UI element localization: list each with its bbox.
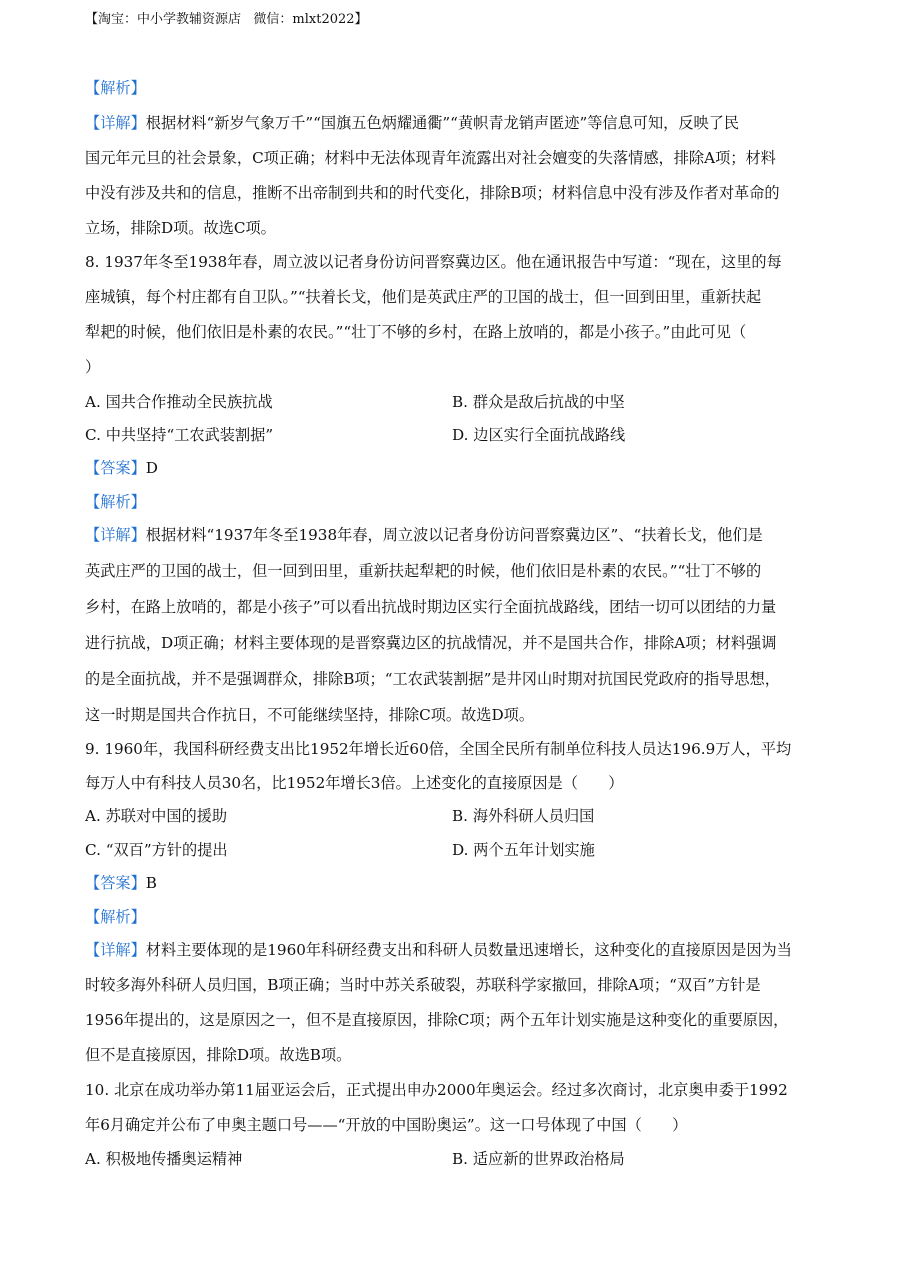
q8-option-c: C. 中共坚持“工农武装割据” bbox=[85, 426, 274, 444]
q8-detail-line: 这一时期是国共合作抗日，不可能继续坚持，排除C项。故选D项。 bbox=[85, 706, 535, 724]
q8-detail-tag: 【详解】 bbox=[85, 526, 146, 544]
q9-detail-tag: 【详解】 bbox=[85, 941, 146, 959]
q9-answer bbox=[85, 871, 830, 895]
q7-detail-line: 【详解】根据材料“新岁气象万千”“国旗五色炳耀通衢”“黄帜青龙销声匿迹”等信息可知，反映了民 bbox=[85, 114, 740, 132]
q7-detail-tag: 【详解】 bbox=[85, 114, 146, 132]
q10-stem-line: 年6月确定并公布了申奥主题口号——“开放的中国盼奥运”。这一口号体现了中国（ ） bbox=[85, 1116, 688, 1134]
page-header: 【淘宝：中小学教辅资源店 微信：mlxt2022】 bbox=[85, 12, 368, 27]
q8-analysis-tag: 【解析】 bbox=[85, 493, 146, 511]
q8-stem-line: 座城镇，每个村庄都有自卫队。”“扶着长戈，他们是英武庄严的卫国的战士，但一回到田里，重新扶起 bbox=[85, 288, 762, 306]
q8-stem-line: 8. 1937年冬至1938年春，周立波以记者身份访问晋察冀边区。他在通讯报告中写道：“现在，这里的每 bbox=[85, 253, 782, 271]
q10-option-b: B. 适应新的世界政治格局 bbox=[452, 1150, 625, 1168]
q8-detail-line: 【详解】根据材料“1937年冬至1938年春，周立波以记者身份访问晋察冀边区”、“扶着长戈，他们是 bbox=[85, 526, 763, 544]
q9-option-d: D. 两个五年计划实施 bbox=[452, 841, 595, 859]
q8-answer-tag: 【答案】 bbox=[85, 459, 146, 477]
q8-answer bbox=[85, 456, 830, 480]
q9-detail-line: 但不是直接原因，排除D项。故选B项。 bbox=[85, 1046, 352, 1064]
q7-analysis-tag: 【解析】 bbox=[85, 79, 146, 97]
q9-detail-line: 【详解】材料主要体现的是1960年科研经费支出和科研人员数量迅速增长，这种变化的直接原因是因为当 bbox=[85, 941, 792, 959]
q8-detail-line: 的是全面抗战，并不是强调群众，排除B项；“工农武装割据”是井冈山时期对抗国民党政府的指导思想， bbox=[85, 670, 780, 688]
q7-detail-line: 立场，排除D项。故选C项。 bbox=[85, 219, 276, 237]
q9-option-b: B. 海外科研人员归国 bbox=[452, 807, 595, 825]
q9-stem-line: 每万人中有科技人员30名，比1952年增长3倍。上述变化的直接原因是（ ） bbox=[85, 774, 624, 792]
q8-option-d: D. 边区实行全面抗战路线 bbox=[452, 426, 626, 444]
q9-stem-line: 9. 1960年，我国科研经费支出比1952年增长近60倍，全国全民所有制单位科技人员达196.9万人，平均 bbox=[85, 740, 792, 758]
q9-answer-tag: 【答案】 bbox=[85, 874, 146, 892]
q8-detail-line: 乡村，在路上放哨的，都是小孩子”可以看出抗战时期边区实行全面抗战路线，团结一切可以团结的力量 bbox=[85, 598, 777, 616]
q9-option-c: C. “双百”方针的提出 bbox=[85, 841, 228, 859]
q10-option-a: A. 积极地传播奥运精神 bbox=[85, 1150, 243, 1168]
q9-answer-value: B bbox=[145, 874, 157, 892]
q9-analysis-tag: 【解析】 bbox=[85, 908, 146, 926]
q8-detail-line: 进行抗战，D项正确；材料主要体现的是晋察冀边区的抗战情况，并不是国共合作，排除A项；材料强调 bbox=[85, 634, 777, 652]
q7-detail-line: 国元年元旦的社会景象，C项正确；材料中无法体现青年流露出对社会嬗变的失落情感，排除A项；材料 bbox=[85, 149, 776, 167]
q8-answer-value: D bbox=[145, 459, 158, 477]
q7-detail-line: 中没有涉及共和的信息，推断不出帝制到共和的时代变化，排除B项；材料信息中没有涉及作者对革命的 bbox=[85, 184, 780, 202]
q10-stem-line: 10. 北京在成功举办第11届亚运会后，正式提出申办2000年奥运会。经过多次商讨，北京奥申委于1992 bbox=[85, 1081, 788, 1099]
q8-option-a: A. 国共合作推动全民族抗战 bbox=[85, 393, 273, 411]
q8-detail-line: 英武庄严的卫国的战士，但一回到田里，重新扶起犁耙的时候，他们依旧是朴素的农民。”“壮丁不够的 bbox=[85, 562, 762, 580]
q8-option-b: B. 群众是敌后抗战的中坚 bbox=[452, 393, 625, 411]
q9-detail-line: 1956年提出的，这是原因之一，但不是直接原因，排除C项；两个五年计划实施是这种变化的重要原因， bbox=[85, 1011, 789, 1029]
q9-detail-line: 时较多海外科研人员归国，B项正确；当时中苏关系破裂，苏联科学家撤回，排除A项；“双百”方针是 bbox=[85, 976, 761, 994]
q8-stem-line: 犁耙的时候，他们依旧是朴素的农民。”“壮丁不够的乡村，在路上放哨的，都是小孩子。”由此可见（ bbox=[85, 323, 747, 341]
q8-stem-line: ） bbox=[85, 358, 101, 376]
q9-option-a: A. 苏联对中国的援助 bbox=[85, 807, 228, 825]
